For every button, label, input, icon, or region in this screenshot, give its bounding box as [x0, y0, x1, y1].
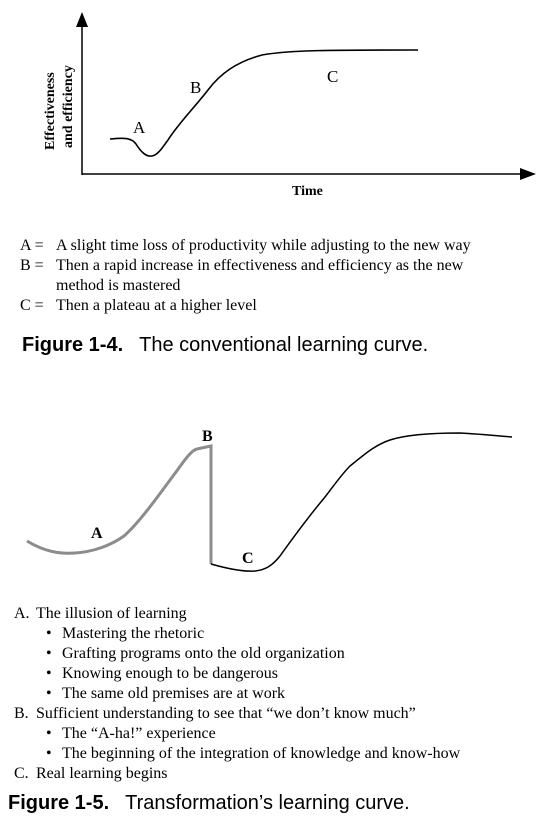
y-axis-arrow	[76, 12, 88, 27]
list-bullet: • Mastering the rhetoric	[14, 624, 460, 644]
y-axis-label-line2: and efficiency	[61, 65, 76, 148]
legend-row-c	[20, 296, 471, 316]
legend-key: B =	[20, 257, 44, 274]
caption-number: Figure 1-4.	[22, 334, 124, 356]
illusion-of-learning-curve	[27, 446, 211, 564]
list-bullet: • Knowing enough to be dangerous	[14, 664, 460, 684]
list-text: Real learning begins	[36, 765, 168, 782]
legend-key: A =	[20, 237, 44, 254]
legend-text: Then a rapid increase in effectiveness and efficiency as the new	[56, 257, 464, 274]
list-letter: B.	[14, 705, 29, 722]
legend-key: C =	[20, 297, 44, 314]
fig1-point-c: C	[327, 67, 339, 86]
caption-text: Transformation’s learning curve.	[125, 792, 410, 814]
legend-text: A slight time loss of productivity while adjusting to the new way	[56, 237, 471, 254]
list-bullet: • The beginning of the integration of knowledge and know-how	[14, 744, 460, 764]
figure-1-5-caption	[8, 792, 410, 815]
legend-text: Then a plateau at a higher level	[56, 297, 257, 314]
legend-row-a	[20, 236, 471, 256]
list-text: Sufficient understanding to see that “we don’t know much”	[36, 705, 416, 722]
fig2-point-c: C	[242, 550, 254, 567]
caption-text: The conventional learning curve.	[139, 334, 429, 356]
conventional-learning-curve	[110, 50, 418, 156]
real-learning-curve	[211, 433, 512, 571]
x-axis-arrow	[520, 168, 536, 180]
list-item-a	[14, 604, 460, 624]
list-text: The illusion of learning	[36, 605, 187, 622]
fig1-point-b: B	[190, 78, 202, 97]
legend-continuation: method is mastered	[56, 277, 181, 294]
fig2-point-b: B	[202, 428, 213, 445]
figure-1-4-caption	[22, 334, 428, 357]
y-axis-label-line1: Effectiveness	[43, 72, 58, 150]
list-bullet: • The same old premises are at work	[14, 684, 460, 704]
list-item-b	[14, 704, 460, 724]
list-letter: A.	[14, 605, 30, 622]
list-item-c	[14, 764, 460, 784]
list-bullet: • Grafting programs onto the old organization	[14, 644, 460, 664]
fig2-point-a: A	[91, 525, 103, 542]
fig1-legend	[20, 236, 471, 316]
list-bullet: • The “A-ha!” experience	[14, 724, 460, 744]
legend-row-b	[20, 256, 471, 276]
caption-number: Figure 1-5.	[8, 792, 110, 814]
fig2-list	[14, 604, 460, 784]
x-axis-label: Time	[292, 184, 323, 199]
list-letter: C.	[14, 765, 29, 782]
fig1-point-a: A	[133, 118, 146, 137]
